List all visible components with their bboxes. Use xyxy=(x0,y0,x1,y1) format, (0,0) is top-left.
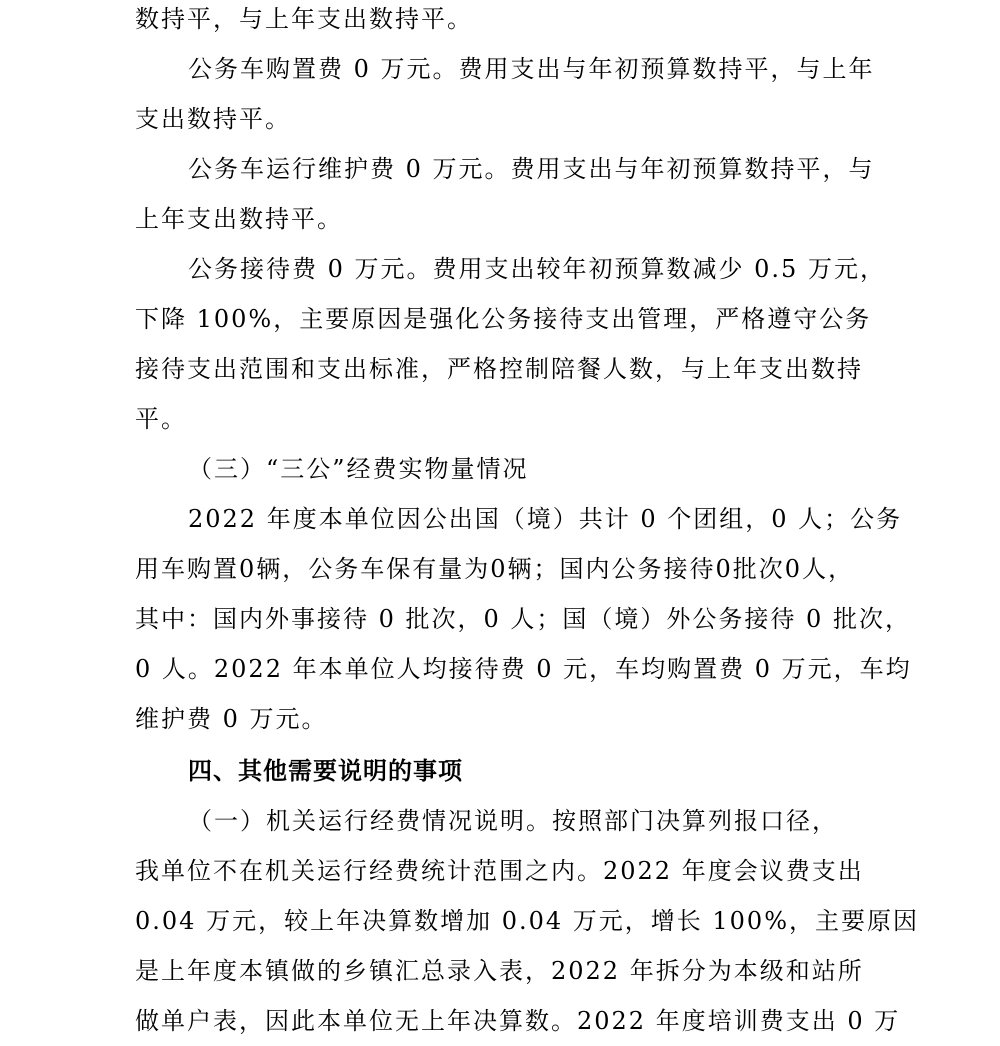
text-line: 数持平，与上年支出数持平。 xyxy=(135,5,473,33)
text-line: 是上年度本镇做的乡镇汇总录入表，2022 年拆分为本级和站所 xyxy=(135,957,864,985)
text-line: 0.04 万元，较上年决算数增加 0.04 万元，增长 100%，主要原因 xyxy=(135,907,920,935)
text-line: 平。 xyxy=(135,405,187,433)
text-line: 上年支出数持平。 xyxy=(135,205,343,233)
text-line: 用车购置0辆，公务车保有量为0辆；国内公务接待0批次0人， xyxy=(135,555,855,583)
text-line: 公务车购置费 0 万元。费用支出与年初预算数持平，与上年 xyxy=(188,55,875,83)
text-line: 公务接待费 0 万元。费用支出较年初预算数减少 0.5 万元， xyxy=(188,255,886,283)
text-line: 其中：国内外事接待 0 批次，0 人；国（境）外公务接待 0 批次， xyxy=(135,605,911,633)
text-line: 下降 100%，主要原因是强化公务接待支出管理，严格遵守公务 xyxy=(135,305,872,333)
section-heading: 四、其他需要说明的事项 xyxy=(188,756,463,785)
text-line: 我单位不在机关运行经费统计范围之内。2022 年度会议费支出 xyxy=(135,857,864,885)
text-line: 公务车运行维护费 0 万元。费用支出与年初预算数持平，与 xyxy=(188,155,875,183)
text-line: （一）机关运行经费情况说明。按照部门决算列报口径， xyxy=(188,807,838,835)
text-line: 做单户表，因此本单位无上年决算数。2022 年度培训费支出 0 万 xyxy=(135,1007,901,1035)
text-line: 支出数持平。 xyxy=(135,105,291,133)
text-line: 接待支出范围和支出标准，严格控制陪餐人数，与上年支出数持 xyxy=(135,355,863,383)
text-line: 0 人。2022 年本单位人均接待费 0 元，车均购置费 0 万元，车均 xyxy=(135,655,912,683)
text-line: 2022 年度本单位因公出国（境）共计 0 个团组，0 人；公务 xyxy=(188,505,903,533)
subsection-heading: （三）“三公”经费实物量情况 xyxy=(188,455,529,483)
text-line: 维护费 0 万元。 xyxy=(135,705,328,733)
